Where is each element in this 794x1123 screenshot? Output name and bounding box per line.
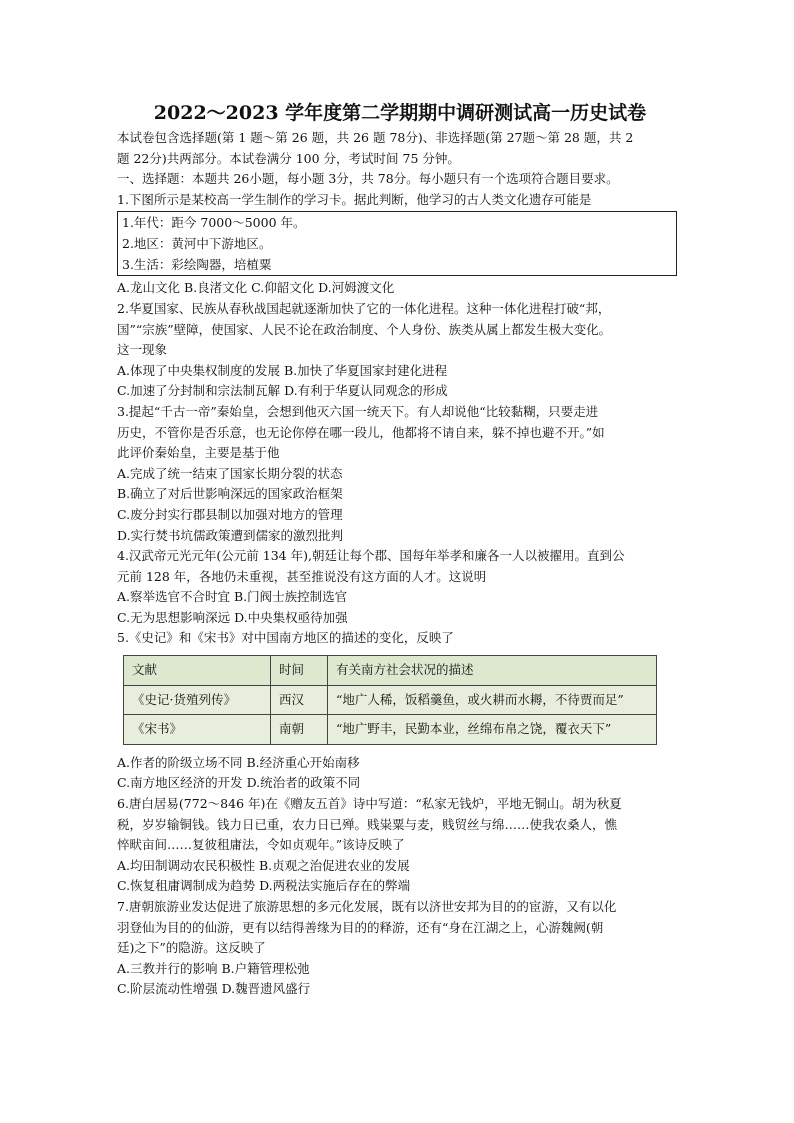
table-cell: 南朝 [271, 715, 328, 745]
card-line: 3.生活：彩绘陶器，培植粟 [122, 257, 272, 273]
question-option: A.完成了统一结束了国家长期分裂的状态 [117, 465, 343, 481]
question-stem: 这一现象 [117, 342, 168, 358]
question-options: A.察举选官不合时宜 B.门阀士族控制选官 [117, 589, 348, 605]
question-stem: 羽登仙为目的的仙游，更有以结得善缘为目的的释游，还有“身在江湖之上，心游魏阙(朝 [117, 919, 604, 935]
question-stem: 1.下图所示是某校高一学生制作的学习卡。据此判断，他学习的古人类文化遗存可能是 [117, 191, 592, 207]
question-stem: 6.唐白居易(772～846 年)在《赠友五首》诗中写道：“私家无钱炉，平地无铜山。胡为秋夏 [117, 796, 622, 812]
question-options: A.三教并行的影响 B.户籍管理松弛 [117, 960, 310, 976]
question-options: C.无为思想影响深远 D.中央集权亟待加强 [117, 609, 348, 625]
question-options: A.龙山文化 B.良渚文化 C.仰韶文化 D.河姆渡文化 [117, 280, 395, 296]
table-row [124, 715, 657, 745]
question-stem: 悴畎亩间……复彼租庸法，令如贞观年。”该诗反映了 [117, 837, 405, 853]
table-header: 有关南方社会状况的描述 [328, 656, 657, 686]
question-stem: 7.唐朝旅游业发达促进了旅游思想的多元化发展，既有以济世安邦为目的的宦游，又有以化 [117, 899, 617, 914]
table-cell: “地广人稀，饭稻羹鱼，或火耕而水耨，不待贾而足” [328, 685, 657, 715]
question-options: C.南方地区经济的开发 D.统治者的政策不同 [117, 775, 361, 791]
question-options: A.均田制调动农民积极性 B.贞观之治促进农业的发展 [117, 857, 410, 873]
question-option: B.确立了对后世影响深远的国家政治框架 [117, 486, 343, 502]
question-options: A.作者的阶级立场不同 B.经济重心开始南移 [117, 754, 360, 770]
card-line: 2.地区：黄河中下游地区。 [122, 236, 272, 252]
table-cell: 《宋书》 [124, 715, 271, 745]
question-stem: 5.《史记》和《宋书》对中国南方地区的描述的变化，反映了 [117, 630, 454, 646]
table-cell: 西汉 [271, 685, 328, 715]
table-header: 时间 [271, 656, 328, 686]
question-stem: 3.提起“千古一帝”秦始皇，会想到他灭六国一统天下。有人却说他“比较黏糊，只要走进 [117, 403, 599, 419]
source-table [123, 655, 657, 745]
question-options: C.恢复租庸调制成为趋势 D.两税法实施后存在的弊端 [117, 878, 411, 894]
exam-page [117, 100, 683, 1000]
table-cell: 《史记·货殖列传》 [124, 685, 271, 715]
table-cell: “地广野丰，民勤本业，丝绵布帛之饶，覆衣天下” [328, 715, 657, 745]
card-line: 1.年代：距今 7000～5000 年。 [122, 215, 306, 231]
question-stem: 历史，不管你是否乐意，也无论你停在哪一段儿，他都将不请自来，躲不掉也避不开。”如 [117, 424, 605, 440]
page-title: 2022～2023 学年度第二学期期中调研测试高一历史试卷 [153, 102, 647, 124]
intro-line: 本试卷包含选择题(第 1 题～第 26 题，共 26 题 78分)、非选择题(第 27题～第 28 题，共 2 [117, 130, 634, 145]
question-stem: 税，岁岁输铜钱。钱力日已重，农力日已殚。贱粜粟与麦，贱贸丝与绵……使我农桑人，憔 [117, 816, 618, 832]
question-stem: 4.汉武帝元光元年(公元前 134 年),朝廷让每个郡、国每年举孝和廉各一人以被擢用。直到公 [117, 548, 625, 564]
question-option: C.废分封实行郡县制以加强对地方的管理 [117, 506, 343, 522]
question-stem: 此评价秦始皇，主要是基于他 [117, 445, 280, 461]
section-heading: 一、选择题：本题共 26小题，每小题 3分，共 78分。每小题只有一个选项符合题目要求。 [117, 171, 619, 187]
table-header-row [124, 656, 657, 686]
question-options: C.加速了分封制和宗法制瓦解 D.有利于华夏认同观念的形成 [117, 383, 448, 399]
intro-line: 题 22分)共两部分。本试卷满分 100 分，考试时间 75 分钟。 [117, 150, 460, 166]
study-card [117, 211, 677, 276]
question-stem: 2.华夏国家、民族从春秋战国起就逐渐加快了它的一体化进程。这种一体化进程打破“邦， [117, 300, 611, 316]
question-option: D.实行焚书坑儒政策遭到儒家的激烈批判 [117, 527, 344, 543]
table-row [124, 685, 657, 715]
table-header: 文献 [124, 656, 271, 686]
question-stem: 廷)之下”的隐游。这反映了 [117, 940, 266, 956]
question-stem: 元前 128 年，各地仍未重视，甚至推说没有这方面的人才。这说明 [117, 568, 487, 584]
question-options: A.体现了中央集权制度的发展 B.加快了华夏国家封建化进程 [117, 362, 448, 378]
question-options: C.阶层流动性增强 D.魏晋遗风盛行 [117, 981, 311, 997]
question-stem: 国”“宗族”壁障，使国家、人民不论在政治制度、个人身份、族类从属上都发生极大变化。 [117, 321, 612, 337]
